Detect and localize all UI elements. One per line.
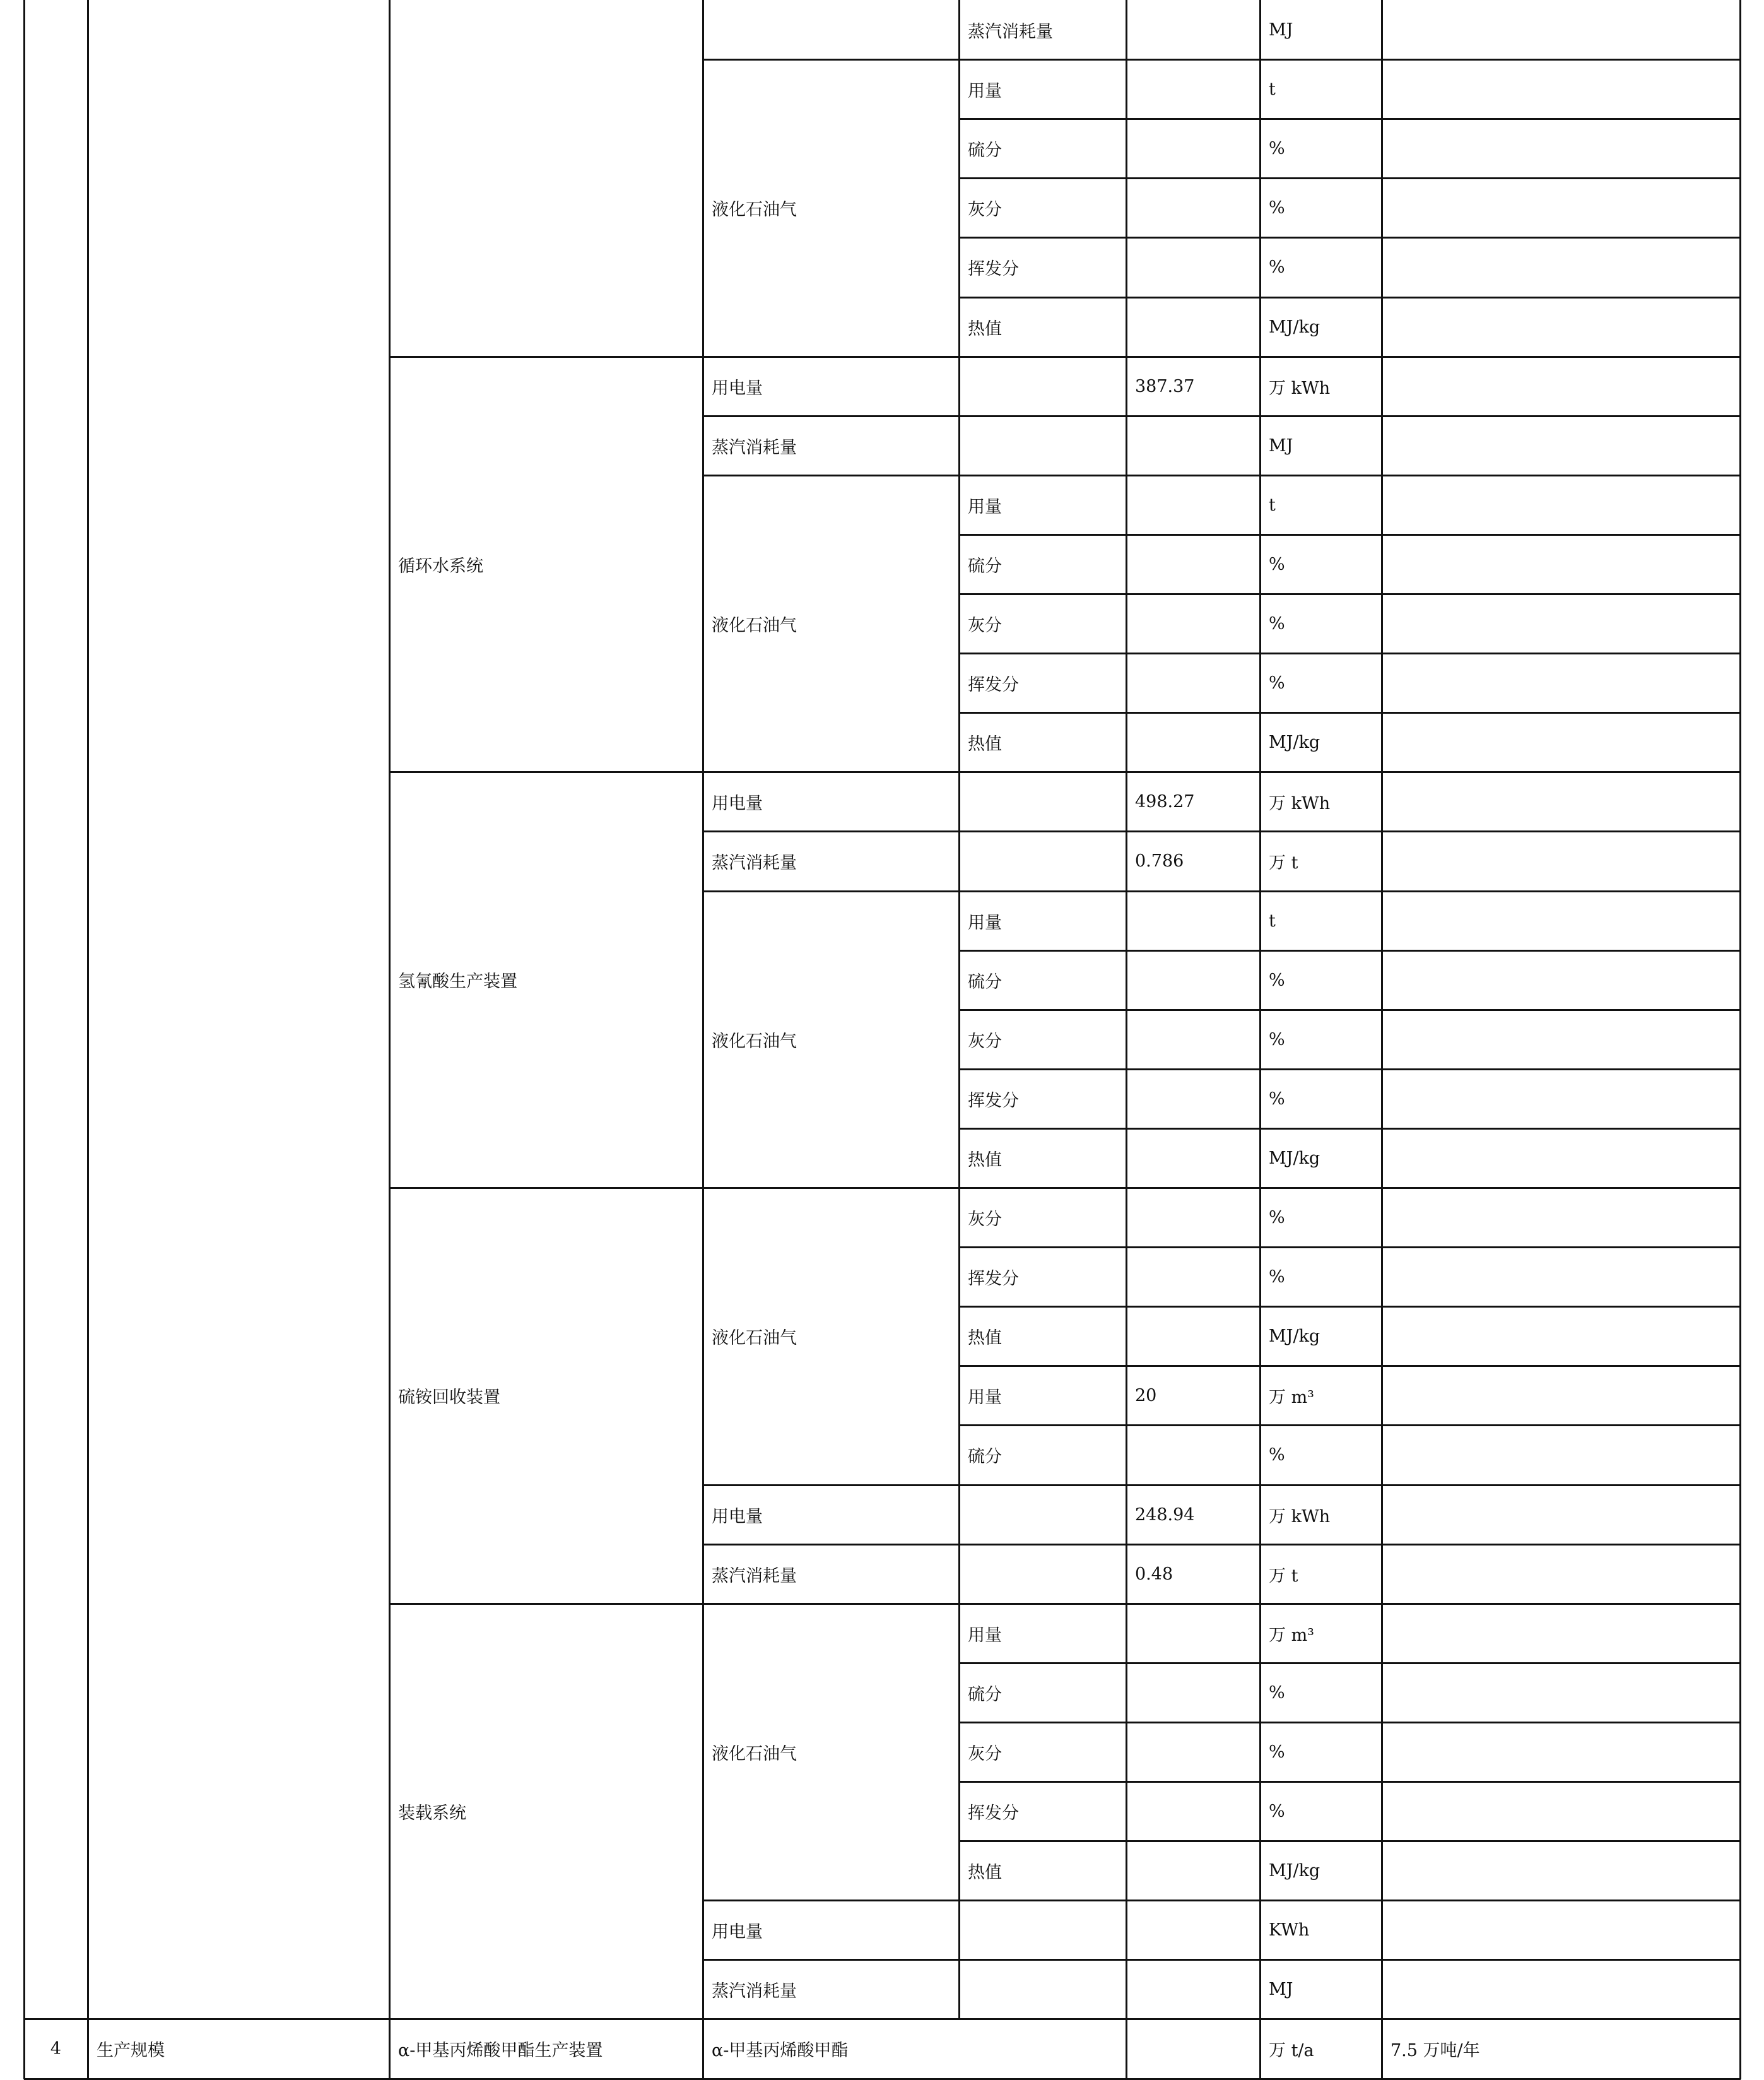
row-border xyxy=(703,415,1741,417)
device-name: 硫铵回收装置 xyxy=(398,1388,500,1407)
value-cell xyxy=(1127,417,1259,474)
unit-cell: MJ/kg xyxy=(1269,1326,1320,1346)
item-label: 用电量 xyxy=(712,793,763,813)
unit-cell: t xyxy=(1269,79,1276,99)
row-border xyxy=(703,1484,1741,1486)
remark-cell xyxy=(1383,952,1739,1008)
row-border xyxy=(959,1662,1741,1664)
remark-cell xyxy=(1383,120,1739,177)
unit-cell: 万 t xyxy=(1269,853,1298,873)
remark-cell xyxy=(1383,1308,1739,1364)
row-border xyxy=(703,59,1741,61)
category-column-border xyxy=(87,0,89,2079)
remark-cell xyxy=(1383,536,1739,593)
value-cell xyxy=(1127,892,1259,949)
value-cell xyxy=(1127,952,1259,1008)
item-group-label: 液化石油气 xyxy=(712,615,797,635)
value-cell: 20 xyxy=(1135,1385,1157,1405)
unit-cell: 万 kWh xyxy=(1269,793,1331,813)
remark-cell xyxy=(1383,1901,1739,1958)
value-cell xyxy=(1127,714,1259,771)
unit-cell: KWh xyxy=(1269,1920,1310,1940)
subitem-label xyxy=(960,1545,1125,1602)
row-border xyxy=(959,1424,1741,1426)
item-label: 蒸汽消耗量 xyxy=(712,437,797,458)
subitem-label: 挥发分 xyxy=(968,1268,1019,1289)
subitem-label xyxy=(960,832,1125,890)
unit-cell: MJ xyxy=(1269,20,1293,40)
remark-cell xyxy=(1383,61,1739,117)
remark-cell xyxy=(1383,1723,1739,1780)
remark-cell xyxy=(1383,179,1739,236)
remark-cell xyxy=(1383,1545,1739,1602)
value-cell xyxy=(1127,1723,1259,1780)
item-group-label: 液化石油气 xyxy=(712,1031,797,1051)
subitem-label: 硫分 xyxy=(968,1447,1002,1467)
unit-cell: % xyxy=(1269,1207,1285,1227)
remark-cell xyxy=(1383,1,1739,58)
table-left-border xyxy=(23,0,25,2079)
value-cell xyxy=(1127,1248,1259,1305)
remark-cell xyxy=(1383,1783,1739,1840)
remark-cell xyxy=(1383,1070,1739,1127)
device-name: 装载系统 xyxy=(398,1803,466,1823)
device-name: 氢氰酸生产装置 xyxy=(398,972,517,991)
value-cell xyxy=(1127,1308,1259,1364)
value-cell: 0.786 xyxy=(1135,851,1184,871)
subitem-label xyxy=(960,773,1125,830)
remark-cell xyxy=(1383,1011,1739,1068)
row-border xyxy=(959,1128,1741,1130)
subitem-label: 挥发分 xyxy=(968,259,1019,279)
subitem-label: 用量 xyxy=(968,1625,1002,1645)
value-cell xyxy=(1127,595,1259,652)
row-border xyxy=(959,297,1741,298)
subitem-label: 热值 xyxy=(968,1150,1002,1170)
row-border xyxy=(959,593,1741,595)
value-cell: 498.27 xyxy=(1135,791,1195,812)
unit-cell: 万 m³ xyxy=(1269,1625,1315,1645)
unit-cell: MJ/kg xyxy=(1269,1148,1320,1168)
unit-cell: % xyxy=(1269,1682,1285,1703)
value-cell xyxy=(1127,1605,1259,1662)
value-cell xyxy=(1127,179,1259,236)
value-cell xyxy=(1127,1664,1259,1721)
remark-cell xyxy=(1383,1130,1739,1186)
value-cell xyxy=(1127,120,1259,177)
row-border xyxy=(959,237,1741,239)
unit-cell: % xyxy=(1269,1801,1285,1821)
remark-cell xyxy=(1383,1248,1739,1305)
row-border xyxy=(959,653,1741,654)
remark-cell: 7.5 万吨/年 xyxy=(1391,2041,1480,2060)
remark-cell xyxy=(1383,476,1739,533)
remark-cell xyxy=(1383,1486,1739,1543)
subitem-label: 热值 xyxy=(968,734,1002,754)
value-cell xyxy=(1127,1070,1259,1127)
subitem-label xyxy=(960,1961,1125,2018)
unit-cell: MJ/kg xyxy=(1269,732,1320,752)
remark-cell xyxy=(1383,773,1739,830)
merged-cell-mask xyxy=(958,2021,961,2077)
row-border xyxy=(703,890,1741,892)
value-cell xyxy=(1127,654,1259,711)
unit-cell: t xyxy=(1269,495,1276,515)
subitem-label xyxy=(960,1486,1125,1543)
subitem-label: 用量 xyxy=(968,497,1002,517)
product-name: α-甲基丙烯酸甲酯 xyxy=(712,2041,849,2060)
row-border xyxy=(959,1246,1741,1248)
subitem-label: 用量 xyxy=(968,81,1002,101)
value-cell xyxy=(1127,1783,1259,1840)
remark-cell xyxy=(1383,417,1739,474)
value-cell xyxy=(1127,1011,1259,1068)
device-name: α-甲基丙烯酸甲酯生产装置 xyxy=(398,2041,603,2060)
value-cell: 248.94 xyxy=(1135,1504,1195,1525)
subitem-label: 灰分 xyxy=(968,1031,1002,1051)
row-border xyxy=(703,830,1741,832)
row-border xyxy=(959,1781,1741,1783)
value-cell xyxy=(1127,298,1259,355)
unit-cell: 万 t/a xyxy=(1269,2041,1314,2060)
subitem-label: 灰分 xyxy=(968,615,1002,635)
value-cell: 0.48 xyxy=(1135,1564,1173,1584)
unit-cell: % xyxy=(1269,970,1285,990)
remark-cell xyxy=(1383,1664,1739,1721)
value-cell xyxy=(1127,239,1259,296)
unit-cell: t xyxy=(1269,911,1276,931)
unit-cell: % xyxy=(1269,1089,1285,1109)
remark-cell xyxy=(1383,358,1739,415)
row-border xyxy=(703,1544,1741,1545)
unit-cell: % xyxy=(1269,257,1285,277)
unit-cell: 万 kWh xyxy=(1269,1506,1331,1527)
subitem-label xyxy=(960,1901,1125,1958)
unit-cell: MJ/kg xyxy=(1269,1860,1320,1881)
subitem-label: 用量 xyxy=(968,913,1002,933)
remark-cell xyxy=(1383,714,1739,771)
value-cell xyxy=(1127,1842,1259,1899)
row-border xyxy=(959,712,1741,714)
subitem-label: 灰分 xyxy=(968,199,1002,220)
remark-cell xyxy=(1383,1189,1739,1246)
subitem-label: 硫分 xyxy=(968,972,1002,992)
unit-cell: MJ xyxy=(1269,1979,1293,1999)
item-label: 用电量 xyxy=(712,1922,763,1942)
unit-cell: MJ/kg xyxy=(1269,317,1320,337)
remark-cell xyxy=(1383,832,1739,890)
subitem-label: 挥发分 xyxy=(968,1803,1019,1823)
row-border xyxy=(703,1959,1741,1961)
subitem-label xyxy=(960,417,1125,474)
item-group-label: 液化石油气 xyxy=(712,1328,797,1348)
remark-cell xyxy=(1383,654,1739,711)
remark-cell xyxy=(1383,1961,1739,2018)
row-index: 4 xyxy=(50,2039,62,2059)
value-cell xyxy=(1127,1961,1259,2018)
subitem-label: 热值 xyxy=(968,1862,1002,1882)
remark-cell xyxy=(1383,1842,1739,1899)
value-cell xyxy=(1127,61,1259,117)
remark-cell xyxy=(1383,1605,1739,1662)
row-border xyxy=(959,534,1741,536)
item-group-label: 液化石油气 xyxy=(712,200,797,220)
device-name: 循环水系统 xyxy=(398,556,483,576)
row-border xyxy=(959,1306,1741,1308)
row-border xyxy=(703,475,1741,476)
row-border xyxy=(959,1068,1741,1070)
subitem-label: 灰分 xyxy=(968,1744,1002,1764)
category-label: 生产规模 xyxy=(97,2041,165,2060)
subitem-label: 硫分 xyxy=(968,140,1002,160)
subitem-label: 热值 xyxy=(968,1328,1002,1348)
unit-cell: % xyxy=(1269,1445,1285,1465)
unit-cell: % xyxy=(1269,673,1285,693)
subitem-label: 硫分 xyxy=(968,1684,1002,1705)
unit-cell: % xyxy=(1269,1742,1285,1762)
subitem-label: 热值 xyxy=(968,319,1002,339)
item-label: 蒸汽消耗量 xyxy=(712,1566,797,1586)
remark-cell xyxy=(1383,1367,1739,1424)
value-cell: 387.37 xyxy=(1135,376,1195,396)
unit-cell: % xyxy=(1269,138,1285,158)
remark-cell xyxy=(1383,595,1739,652)
unit-cell: 万 m³ xyxy=(1269,1387,1315,1407)
row-border xyxy=(703,1900,1741,1901)
remark-cell xyxy=(1383,298,1739,355)
value-cell xyxy=(1127,536,1259,593)
unit-cell: MJ xyxy=(1269,435,1293,456)
value-cell xyxy=(1127,476,1259,533)
unit-cell: 万 t xyxy=(1269,1566,1298,1586)
item-label: 蒸汽消耗量 xyxy=(712,853,797,873)
value-cell xyxy=(1127,1901,1259,1958)
value-cell xyxy=(1127,1,1259,58)
remark-cell xyxy=(1383,1426,1739,1484)
item-label xyxy=(704,1,958,58)
remark-cell xyxy=(1383,892,1739,949)
unit-cell: 万 kWh xyxy=(1269,378,1331,398)
subitem-label: 挥发分 xyxy=(968,1090,1019,1111)
value-cell xyxy=(1127,1130,1259,1186)
row-border xyxy=(959,1365,1741,1367)
unit-cell: % xyxy=(1269,1267,1285,1287)
row-border xyxy=(959,1009,1741,1011)
subitem-label: 挥发分 xyxy=(968,675,1019,695)
subitem-label: 硫分 xyxy=(968,556,1002,576)
row-border xyxy=(959,118,1741,120)
row-border xyxy=(959,1840,1741,1842)
value-cell xyxy=(1127,1426,1259,1484)
subitem-label: 蒸汽消耗量 xyxy=(968,21,1053,42)
item-label: 用电量 xyxy=(712,378,763,398)
unit-cell: % xyxy=(1269,1029,1285,1049)
unit-cell: % xyxy=(1269,554,1285,574)
row-border xyxy=(959,1722,1741,1723)
row-border xyxy=(959,950,1741,952)
value-cell xyxy=(1127,2020,1259,2077)
item-label: 蒸汽消耗量 xyxy=(712,1981,797,2001)
subitem-label xyxy=(960,358,1125,415)
unit-cell: % xyxy=(1269,198,1285,218)
unit-cell: % xyxy=(1269,613,1285,634)
remark-cell xyxy=(1383,239,1739,296)
table-right-border xyxy=(1739,0,1741,2079)
subitem-label: 灰分 xyxy=(968,1209,1002,1229)
item-group-label: 液化石油气 xyxy=(712,1744,797,1764)
row-border xyxy=(959,177,1741,179)
item-label: 用电量 xyxy=(712,1506,763,1527)
subitem-label: 用量 xyxy=(968,1387,1002,1407)
value-cell xyxy=(1127,1189,1259,1246)
